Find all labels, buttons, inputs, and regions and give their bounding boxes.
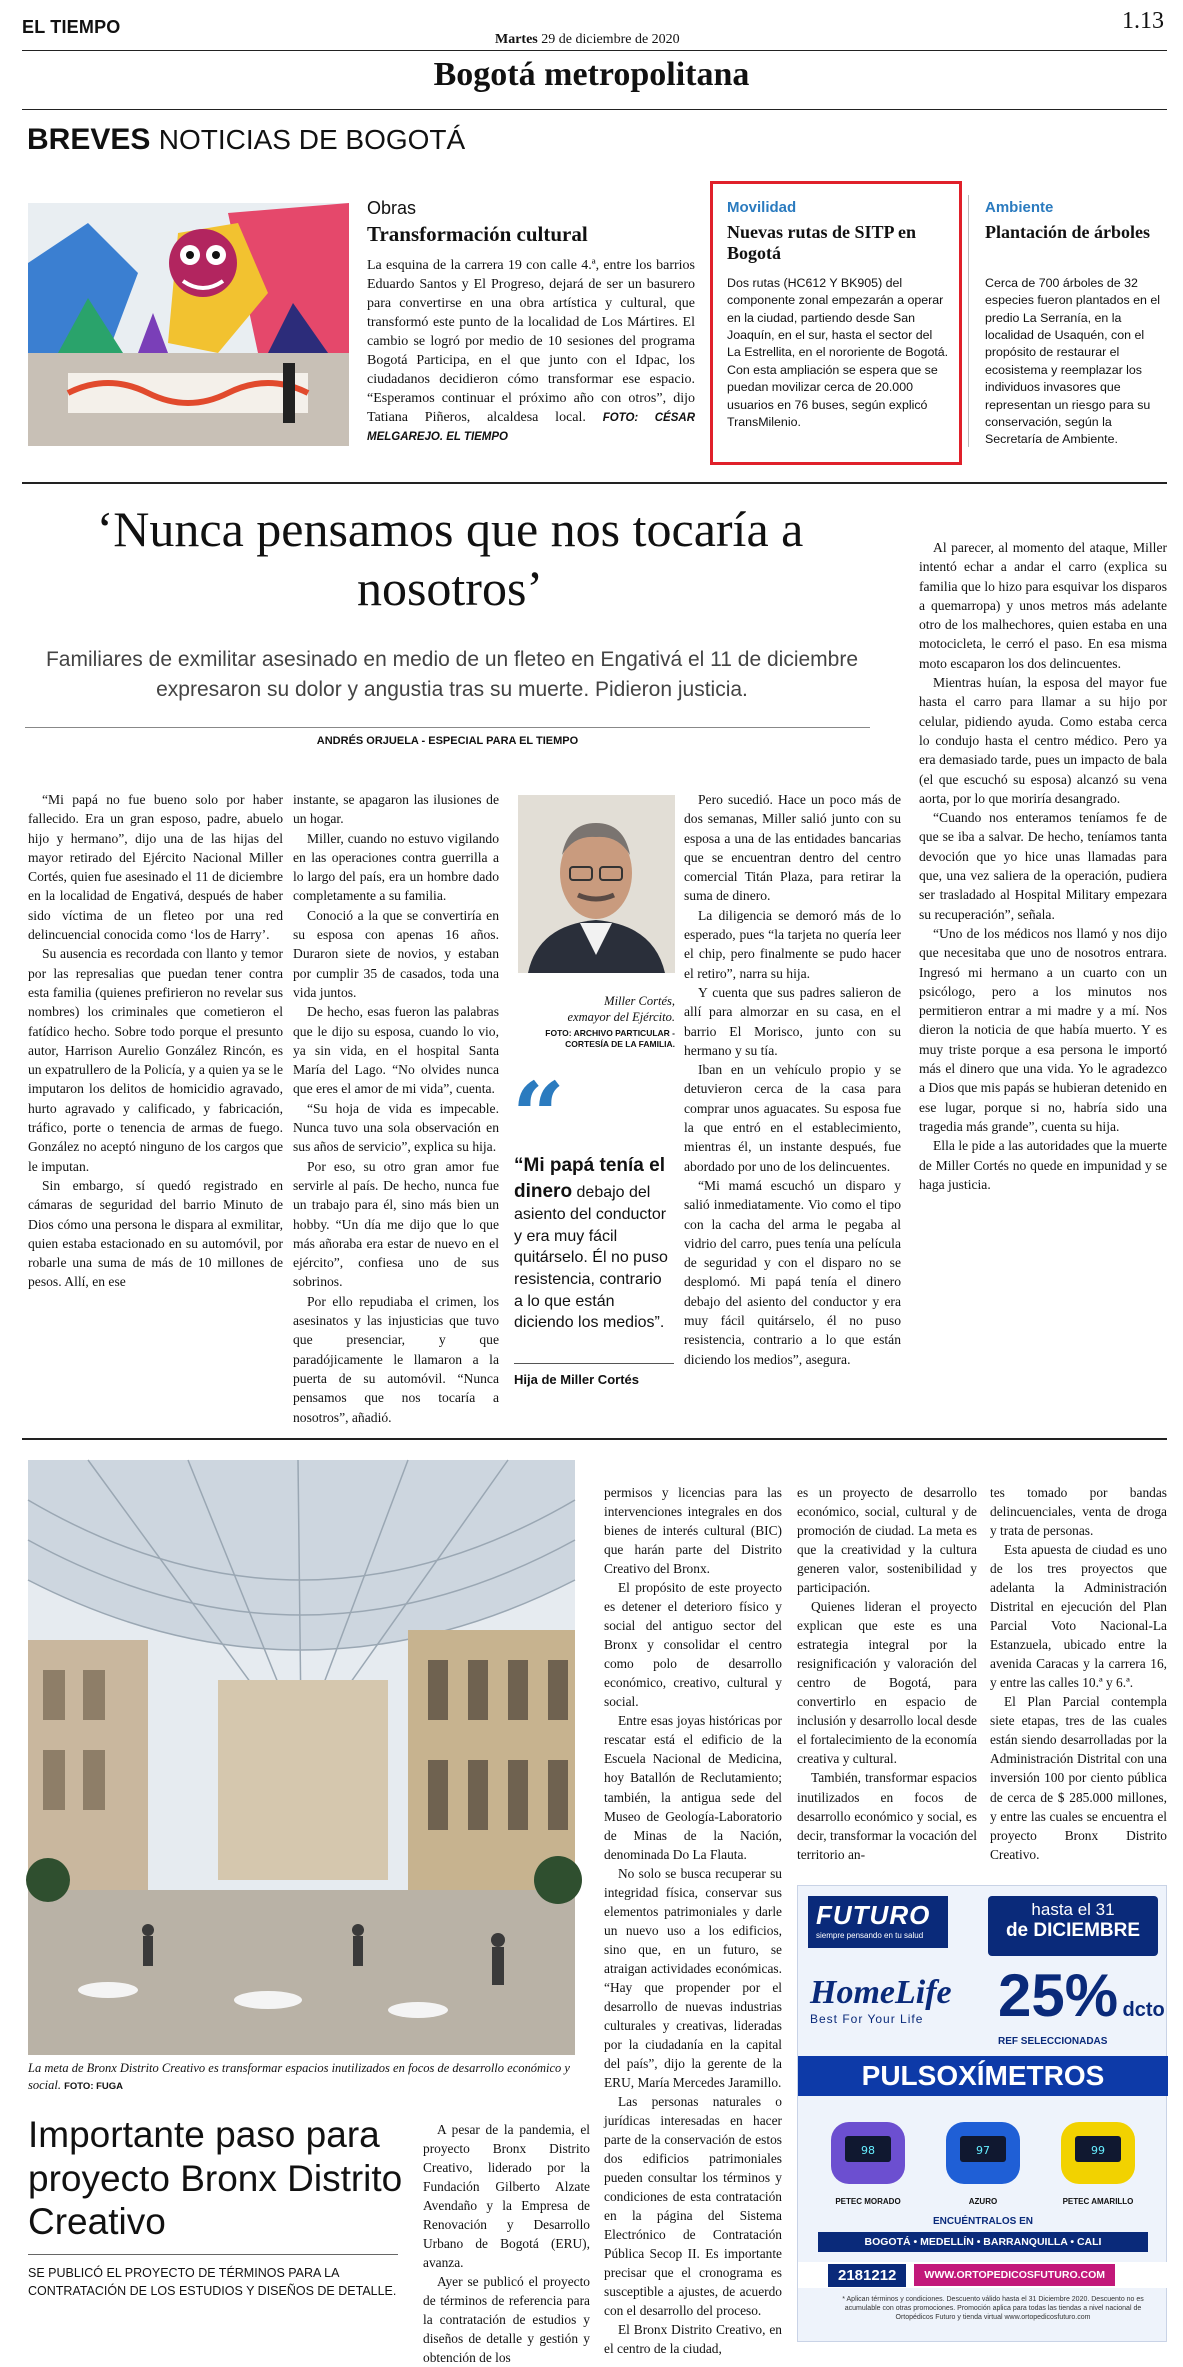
col2-para: De hecho, esas fueron las palabras que le dijo su esposa, cuando lo vio, ya sin vida, en el hospital Santa María del Lago. “No olvides nunca que eres el amor de mi vida”, cuenta. [293,1004,499,1097]
bronx-col-c [797,1483,977,1864]
deck-rule [25,727,870,728]
oximeter-blue-icon [938,2112,1028,2192]
header-rule [22,50,1167,51]
ad-model-2: AZURO [968,2197,998,2206]
main-byline: ANDRÉS ORJUELA - ESPECIAL PARA EL TIEMPO [316,735,579,747]
bronx-render-photo [28,1460,575,2055]
ad-cities: BOGOTÁ • MEDELLÍN • BARRANQUILLA • CALI [818,2232,1148,2252]
breve2-body [727,275,949,431]
bronx-colB-para: El Bronx Distrito Creativo, en el centro de la ciudad, [604,2322,782,2357]
page-number: 1.13 [1122,8,1164,34]
bronx-colB-para: Las personas naturales o jurídicas interesadas en hacer parte de la conservación de estos dos edificios patrimoniales pueden consultar los términos y condiciones de esta contratación en la página del Sistema Electrónico de Contratación Pública Secop II. Es importante precisar que el cronograma es susceptible a ajustes, de acuerdo con el desarrollo del proceso. [604,2094,782,2319]
col2-para: Por ello repudiaba el crimen, los asesinatos y las injusticias que tuvo que presenciar, y que paradójicamente le llamaron a la puerta de su automóvil. “Nunca pensamos que nos tocaría a nosotros”, añadió. [293,1293,499,1425]
oximeter-purple-icon [823,2112,913,2192]
breve1-body [367,256,695,446]
bronx-colC-para: Quienes lideran el proyecto explican que este es una estrategia integral por la resignificación y valoración del centro de Bogotá, para convertirlo en espacio de inclusión y desarrollo local desde el fortalecimiento de la economía creativa y cultural. [797,1599,977,1767]
bronx-render-illustration [28,1460,575,2055]
ad-until: hasta el 31 [1031,1900,1115,1919]
col1-para: Su ausencia es recordada con llanto y temor por las represalias que puedan tener contra esta familia (quienes prefirieron no revelar sus nombres) los criminales que cometieron el fatídico hecho. Sobre todo porque el presunto autor, Harrison Aurelio González Rincón, es un expatrullero de la Policía, y a quien ya se le imputaron los delitos de homicidio agravado, hurto agravado y calificado, y fabricación, tráfico, porte o tenencia de armas de fuego. González no aceptó ninguno de los cargos que le imputan. [28,946,283,1174]
svg-text:97: 97 [976,2144,990,2157]
main-col-3 [684,790,901,1369]
caption-name: Miller Cortés, [604,994,675,1008]
ad-date-badge [988,1896,1158,1956]
bronx-photo-caption [28,2060,575,2094]
main-col-4 [919,538,1167,1194]
bronx-colC-para: es un proyecto de desarrollo económico, social, cultural y de promoción de ciudad. La meta es que la creatividad y la cultura generen valor, sostenibilidad y participación. [797,1485,977,1596]
bronx-headline-rule [28,2254,398,2255]
bronx-col-b [604,1483,782,2358]
breve2-title: Nuevas rutas de SITP en Bogotá [727,222,917,264]
col1-para: “Mi papá no fue bueno solo por haber fallecido. Era un gran esposo, padre, abuelo hijo y hermano”, dijo una de las hijas del mayor retirado del Ejército Nacional Miller Cortés, quien fue asesinado el 11 de diciembre en la localidad de Engativá, después de haber sido víctima de un fleteo por una red delincuencial conocida como ‘los de Harry’. [28,792,283,943]
col4-para: “Cuando nos enteramos teníamos fe de que se iba a salvar. De hecho, teníamos tanta devoción que yo hice unas llamadas para que, una vez saliera de la operación, pudiera ser trasladado al Hospital Military empezara su recuperación”, señala. [919,810,1167,922]
ad-homelife-logo: HomeLife [810,1974,952,2011]
ad-web[interactable]: WWW.ORTOPEDICOSFUTURO.COM [914,2264,1115,2286]
bronx-headline: Importante paso para proyecto Bronx Distrito Creativo [28,2114,403,2243]
bronx-caption-text: La meta de Bronx Distrito Creativo es transformar espacios inutilizados en focos de desarrollo económico y social. [28,2061,570,2092]
breve-divider [968,195,969,447]
bronx-col-d [990,1483,1167,1864]
bronx-colC-para: También, transformar espacios inutilizados en focos de desarrollo económico y social, es decir, transformar la vocación del territorio an- [797,1770,977,1862]
ad-oximeter-2 [933,2112,1033,2206]
ad-brand-badge [808,1896,948,1948]
ad-homelife-tag: Best For Your Life [810,2012,924,2026]
breve2-kicker: Movilidad [727,199,797,216]
pullquote-bold: “Mi papá tenía el dinero [514,1155,665,1202]
main-bottom-rule [22,1438,1167,1440]
ad-percent: 25% [998,1962,1119,2029]
bronx-colB-para: Entre esas joyas históricas por rescatar está el edificio de la Escuela Nacional de Medicina, hoy Batallón de Reclutamiento; también, la antigua sede del Museo de Geología-Laboratorio de Minas de la Nación, denominada Do La Flauta. [604,1713,782,1862]
col2-para: Miller, cuando no estuvo vigilando en las operaciones contra guerrilla a lo largo del país, era un hombre dado completamente a su familia. [293,830,499,904]
col2-para: instante, se apagaron las ilusiones de un hogar. [293,792,499,827]
brand-logo: EL TIEMPO [22,17,121,37]
ad-model-1: PETEC MORADO [835,2197,901,2206]
breve3-body: Cerca de 700 árboles de 32 especies fueron plantados en el predio La Serranía, en la localidad de Usaquén, con el propósito de restaurar el ecosistema y reemplazar los individuos invasores que representan un riesgo para su conservación, según la Secretaría de Ambiente. [985,276,1160,447]
bronx-colB-para: permisos y licencias para las intervenciones integrales en dos bienes de interés cultural (BIC) que harán parte del Distrito Creativo del Bronx. [604,1485,782,1577]
breve1-credit: FOTO: CÉSAR MELGAREJO. EL TIEMPO [367,412,695,444]
bronx-colA-para: Ayer se publicó el proyecto de términos de referencia para la contratación de estudios y diseños de detalle y gestión y obtención de los [423,2274,590,2366]
portrait-caption [518,993,675,1050]
breve2-para2: Con esta ampliación se espera que se puedan movilizar cerca de 20.000 usuarios en 76 buses, según explicó TransMilenio. [727,362,938,429]
breve1-text: La esquina de la carrera 19 con calle 4.ª, entre los barrios Eduardo Santos y El Progreso, dejará de ser un basurero para convertirse en una obra artística y cultural, que transformó este punto de la localidad de Los Mártires. El cambio se logró por medio de 10 sesiones del programa Bogotá Participa, en el que junto con el Idpac, los ciudadanos decidieron cómo transformar ese espacio. “Esperamos continuar el próximo año con otros”, dijo Tatiana Piñeros, alcaldesa local. [367,258,695,426]
pullquote-rest: debajo del asiento del conductor y era muy fácil quitárselo. Él no puso resistencia, contrario a lo que están diciendo los medios”. [514,1183,668,1332]
caption-role: exmayor del Ejército. [567,1010,675,1025]
date-rest: 29 de diciembre de 2020 [541,32,680,47]
quote-mark-icon: “ [512,1062,565,1170]
bronx-summary: SE PUBLICÓ EL PROYECTO DE TÉRMINOS PARA LA CONTRATACIÓN DE LOS ESTUDIOS Y DISEÑOS DE DETALLE. [28,2266,397,2298]
ad-oximeter-3 [1048,2112,1148,2206]
col4-para: Al parecer, al momento del ataque, Miller intentó echar a andar el carro (explica su familia que lo hizo para esquivar los disparos a quemarropa) y unos metros más adelante otro de los malhechores, quien estaba en una motocicleta, le cerró el paso. En esa misma moto escaparon los dos delincuentes. [919,540,1167,671]
caption-credit: FOTO: ARCHIVO PARTICULAR - CORTESÍA DE LA FAMILIA. [545,1027,675,1049]
col3-para: “Mi mamá escuchó un disparo y salió inmediatamente. Vio como el tipo con la cacha del arma le pegaba al vidrio del carro, pues tenía una película de seguridad y con el disparo no se desplomó. Mi papá tenía el dinero debajo del asiento del conductor y era muy fácil quitárselo, él no puso resistencia, contrario a lo que están diciendo los medios”, asegura. [684,1177,901,1367]
ad-model-3: PETEC AMARILLO [1062,2197,1134,2206]
breves-bold: BREVES [27,123,151,156]
bronx-colD-para: Esta apuesta de ciudad es uno de los tres proyectos que adelanta la Administración Distrital en ejecución del Plan Parcial Voto Nacional-La Estanzuela, ubicado entre la avenida Caracas y la carrera 16, y entre las calles 10.ª y 6.ª. [990,1542,1167,1691]
portrait-photo [518,795,675,973]
bronx-colB-para: El propósito de este proyecto es detener el deterioro físico y social del antiguo sector del Bronx y consolidar el centro como polo de desarrollo económico, creativo, cultural y social. [604,1580,782,1710]
col3-para: La diligencia se demoró más de lo esperado, pues “la tarjeta no quería leer el chip, pero finalmente se pudo hacer el retiro”, narra su hija. [684,907,901,981]
breve3-kicker: Ambiente [985,199,1054,216]
pullquote-rule [514,1363,674,1364]
oximeter-yellow-icon [1053,2112,1143,2192]
bronx-colA-para: A pesar de la pandemia, el proyecto Bronx Distrito Creativo, liderado por la Fundación Gilberto Alzate Avendaño y la Empresa de Renovación y Desarrollo Urbano de Bogotá (ERU), avanza. [423,2122,590,2271]
breve1-title: Transformación cultural [367,222,588,246]
col4-para: Ella le pide a las autoridades que la muerte de Miller Cortés no quede en impunidad y se haga justicia. [919,1138,1167,1192]
section-rule [22,109,1167,110]
ad-brand-sub: siempre pensando en tu salud [816,1931,924,1940]
col4-para: Mientras huían, la esposa del mayor fue hasta el carro para llamar a su hijo por celular, pidiendo ayuda. Como estaba cerca lo condujo hasta el centro médico. Pero ya era demasiado tarde, pues un impacto de bala (el que escuchó su esposa) alcanzó su vena aorta, por lo que moriría desangrado. [919,675,1167,806]
breves-label [27,123,465,157]
col4-para: “Uno de los médicos nos llamó y nos dijo que necesitaba que uno de nosotros entrara. Ingresó mi hermano a un cuarto con un psicólogo, pero a los minutos nos permitieron entrar a mi madre y a mí. Nos dieron la noticia de que había muerto. Y es muy triste porque a esa persona le importó más el dinero que una vida. Yo le agradezco a Dios que mis papás se hubieran detenido en ese lugar, porque si no, habría sido una tragedia más grande”, cuenta su hija. [919,925,1167,1134]
mural-illustration [28,203,349,446]
breve-photo-mural [28,203,349,446]
ad-product-bar: PULSOXÍMETROS [798,2056,1168,2096]
futuro-ad[interactable] [797,1885,1167,2342]
col2-para: Conoció a la que se convertiría en su esposa con apenas 16 años. Duraron siete de novios, y estaban por cumplir 35 de casados, toda una vida juntos. [293,907,499,1000]
bronx-col-a [423,2120,590,2367]
issue-date [495,32,680,48]
col3-para: Y cuenta que sus padres salieron de allí para almorzar en su casa, en el barrio El Morisco, junto con su hermano y su tía. [684,984,901,1058]
ad-fine-print: * Aplican términos y condiciones. Descuento válido hasta el 31 Diciembre 2020. Descuento no es acumulable con otras promociones. Promoción aplica para todas las tiendas a nivel nacional de Ortopédicos Futuro y tienda virtual www.ortopedicosfuturo.com [842,2296,1144,2321]
col3-para: Pero sucedió. Hace un poco más de dos semanas, Miller salió junto con su esposa a una de las entidades bancarias que se encuentran dentro del centro comercial Titán Plaza, para retirar la suma de dinero. [684,792,901,904]
main-col-1 [28,790,283,1292]
ad-ref: REF SELECCIONADAS [998,2036,1108,2047]
col1-para: Sin embargo, sí quedó registrado en cámaras de seguridad del barrio Minuto de Dios cómo una persona le dispara al exmilitar, quien estaba estacionado en su automóvil, por robarle una suma de más de 10 millones de pesos. Allí, en ese [28,1177,283,1290]
main-headline: ‘Nunca pensamos que nos tocaría a nosotros’ [96,501,804,616]
svg-text:99: 99 [1091,2144,1105,2157]
svg-text:98: 98 [861,2144,875,2157]
bronx-colB-para: No solo se busca recuperar su integridad física, conservar sus elementos patrimoniales y darle un nuevo uso a los edificios, sino que, en un futuro, se atraigan actividades económicas. “Hay que propender por el desarrollo de nuevas industrias culturales y creativas, lideradas por la ciudadanía en la capital del país”, dijo la gerente de la ERU, María Mercedes Jaramillo. [604,1865,782,2090]
bronx-colD-para: tes tomado por bandas delincuenciales, venta de droga y trata de personas. [990,1485,1167,1539]
col2-para: Por eso, su otro gran amor fue servirle al país. De hecho, nunca fue un trabajo para él, sino más bien un hobby. “Un día me dijo que lo que más añoraba era estar de nuevo en el ejército”, confiesa uno de sus sobrinos. [293,1158,499,1290]
main-deck: Familiares de exmilitar asesinado en medio de un fleteo en Engativá el 11 de diciembre expresaron su dolor y angustia tras su muerte. Pidieron justicia. [45,648,859,702]
col3-para: Iban en un vehículo propio y se detuvieron cerca de la casa para comprar unos aguacates. Su esposa fue la que entró en el establecimiento, mientras él, un instante después, fue abordado por uno de los delincuentes. [684,1062,901,1174]
pullquote-attribution: Hija de Miller Cortés [514,1372,639,1387]
bronx-caption-credit: FOTO: FUGA [64,2080,124,2092]
ad-discount [998,1962,1165,2029]
breve2-para1: Dos rutas (HC612 Y BK905) del componente zonal empezarán a operar en la ciudad, partiendo desde San Joaquín, en el sur, hasta el sector del La Estrellita, en el nororiente de Bogotá. [727,276,949,360]
ad-dcto: dcto [1122,1999,1165,2021]
ad-contact-bar[interactable] [798,2262,1168,2288]
breve3-title: Plantación de árboles [985,222,1150,242]
bronx-colD-para: El Plan Parcial contempla siete etapas, tres de las cuales están siendo desarrolladas por la Administración Distrital con una inversión 100 por ciento pública de cerca de $ 285.000 millones, y entre las cuales se encuentra el proyecto Bronx Distrito Creativo. [990,1694,1167,1862]
ad-brand: FUTURO [816,1900,931,1930]
breves-bottom-rule [22,482,1167,484]
ad-phone[interactable]: 2181212 [828,2264,906,2287]
breves-rest: NOTICIAS DE BOGOTÁ [158,124,466,155]
pullquote [514,1153,674,1334]
ad-find: ENCUÉNTRALOS EN [932,2216,1033,2227]
date-day: Martes [495,32,538,47]
ad-month: de DICIEMBRE [1005,1920,1141,1941]
col2-para: “Su hoja de vida es impecable. Nunca tuvo una sola observación en sus años de servicio”, explica su hija. [293,1100,499,1155]
main-col-2 [293,790,499,1427]
ad-homelife [810,1974,980,2026]
portrait-illustration [518,795,675,973]
section-title: Bogotá metropolitana [433,56,750,93]
ad-oximeter-1 [818,2112,918,2206]
breve1-kicker: Obras [367,198,417,218]
